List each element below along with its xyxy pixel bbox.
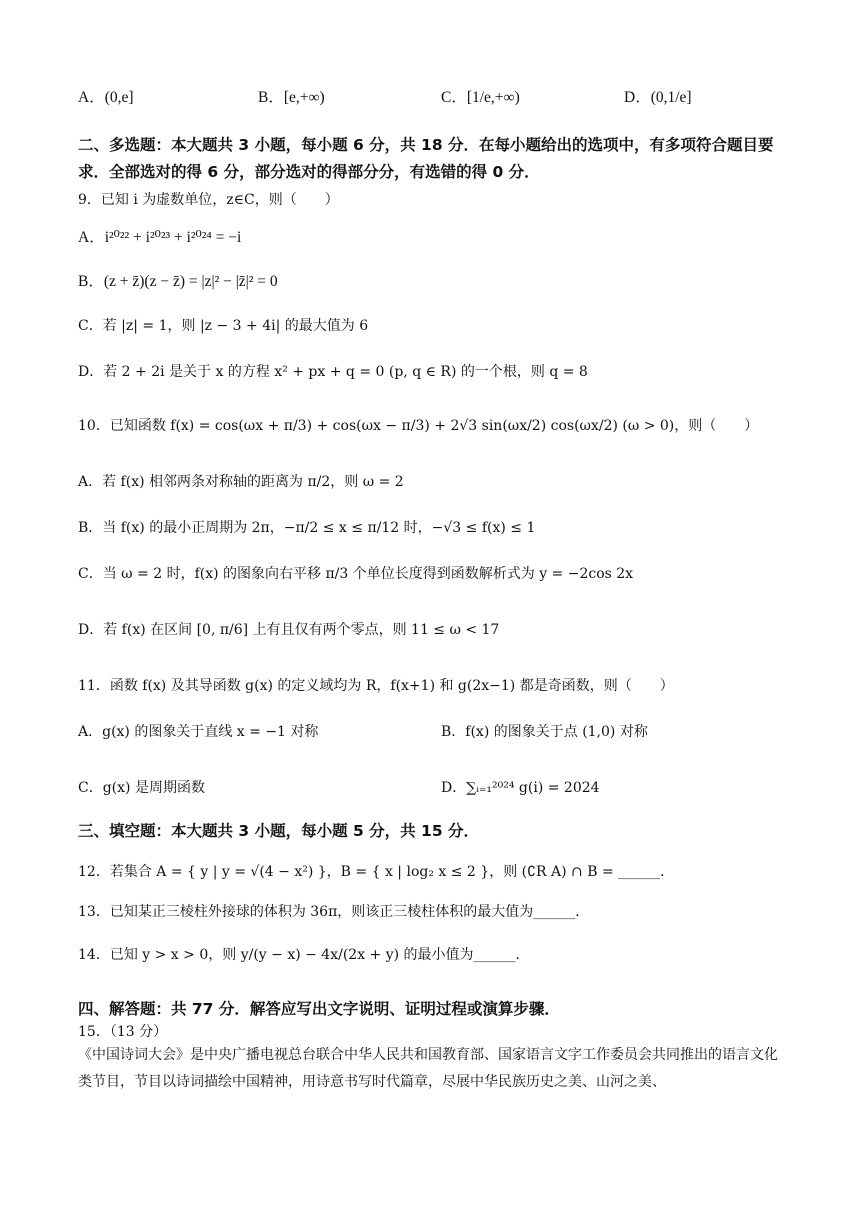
q9-option-d: D．若 2 + 2i 是关于 x 的方程 x² + px + q = 0 (p, q ∈ R) 的一个根，则 q = 8 <box>78 364 588 380</box>
q9-option-c: C．若 |z| = 1，则 |z − 3 + 4i| 的最大值为 6 <box>78 318 369 334</box>
section-heading-fill-in: 三、填空题：本大题共 3 小题，每小题 5 分，共 15 分． <box>78 822 480 840</box>
section-heading-multiple-choice: 二、多选题：本大题共 3 小题，每小题 6 分，共 18 分．在每小题给出的选项中，有多项符合题目要求．全部选对的得 6 分，部分选对的得部分分，有选错的得 0 分． <box>78 136 774 181</box>
q10-stem: 10．已知函数 f(x) = cos(ωx + π/3) + cos(ωx − π/3) + 2√3 sin(ωx/2) cos(ωx/2) (ω > 0)，则（ ） <box>78 418 759 434</box>
q9-option-a: A．i²⁰²² + i²⁰²³ + i²⁰²⁴ = −i <box>78 229 242 246</box>
q10-option-b: B．当 f(x) 的最小正周期为 2π，−π/2 ≤ x ≤ π/12 时，−√3 ≤ f(x) ≤ 1 <box>78 520 536 536</box>
option-d-prev: D．(0,1/e] <box>624 89 692 106</box>
q9-option-b: B．(z + z̄)(z − z̄) = |z|² − |z̄|² = 0 <box>78 273 278 290</box>
q12-text: 12．若集合 A = { y | y = √(4 − x²) }，B = { x | log₂ x ≤ 2 }，则 (∁R A) ∩ B = ______． <box>78 864 675 880</box>
q11-option-c: C．g(x) 是周期函数 <box>78 780 205 796</box>
option-a-prev: A．(0,e] <box>78 89 134 106</box>
q10-option-d: D．若 f(x) 在区间 [0, π/6] 上有且仅有两个零点，则 11 ≤ ω < 17 <box>78 622 500 638</box>
q13-text: 13．已知某正三棱柱外接球的体积为 36π，则该正三棱柱体积的最大值为______． <box>78 904 590 920</box>
option-c-prev: C．[1/e,+∞) <box>441 89 520 106</box>
q11-option-a: A．g(x) 的图象关于直线 x = −1 对称 <box>78 724 319 740</box>
q11-option-d: D．∑ᵢ₌₁²⁰²⁴ g(i) = 2024 <box>441 780 600 796</box>
option-b-prev: B．[e,+∞) <box>258 89 325 106</box>
q15-intro: 《中国诗词大会》是中央广播电视总台联合中华人民共和国教育部、国家语言文字工作委员会共同推出的语言文化类节目，节目以诗词描绘中国精神，用诗意书写时代篇章，尽展中华民族历史之美、山河之美、 <box>78 1047 778 1090</box>
q11-option-b: B．f(x) 的图象关于点 (1,0) 对称 <box>441 724 648 740</box>
q14-text: 14．已知 y > x > 0，则 y/(y − x) − 4x/(2x + y) 的最小值为______． <box>78 947 530 963</box>
q11-stem: 11．函数 f(x) 及其导函数 g(x) 的定义域均为 R，f(x+1) 和 g(2x−1) 都是奇函数，则（ ） <box>78 678 674 694</box>
q15-number: 15．（13 分） <box>78 1024 168 1040</box>
q9-stem: 9．已知 i 为虚数单位，z∈C，则（ ） <box>78 192 339 208</box>
q10-option-c: C．当 ω = 2 时，f(x) 的图象向右平移 π/3 个单位长度得到函数解析式为 y = −2cos 2x <box>78 566 634 582</box>
q10-option-a: A．若 f(x) 相邻两条对称轴的距离为 π/2，则 ω = 2 <box>78 474 404 490</box>
section-heading-answers: 四、解答题：共 77 分．解答应写出文字说明、证明过程或演算步骤． <box>78 1000 560 1018</box>
